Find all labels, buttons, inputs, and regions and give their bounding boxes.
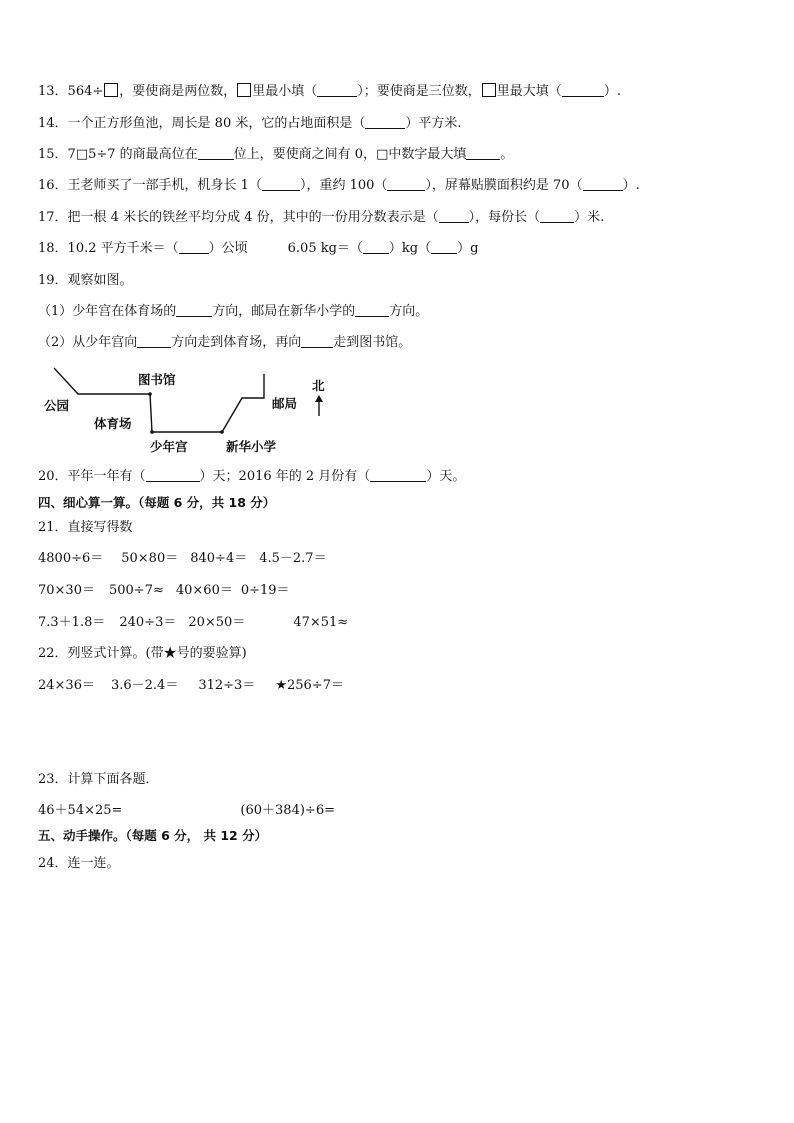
question-22-items: 24×36＝ 3.6－2.4＝ 312÷3＝ ★256÷7＝ <box>38 678 344 693</box>
answer-blank[interactable] <box>301 334 333 348</box>
label-xinhua-school: 新华小学 <box>226 439 277 454</box>
question-19-part-1: （1）少年宫在体育场的 方向，邮局在新华小学的 方向。 <box>38 304 429 319</box>
answer-blank[interactable] <box>387 177 425 191</box>
answer-blank[interactable] <box>365 115 405 129</box>
question-21-row-3: 7.3＋1.8＝ 240÷3＝ 20×50＝ 47×51≈ <box>38 615 349 630</box>
answer-blank[interactable] <box>317 83 357 97</box>
point-library <box>148 392 152 396</box>
label-north: 北 <box>312 378 325 393</box>
label-library: 图书馆 <box>138 372 176 387</box>
answer-blank[interactable] <box>583 177 623 191</box>
answer-blank[interactable] <box>363 240 389 254</box>
route-map <box>40 362 340 458</box>
north-arrowhead-icon <box>315 395 323 402</box>
section-4-heading: 四、细心算一算。（每题 6 分，共 18 分） <box>38 495 276 510</box>
answer-blank[interactable] <box>176 303 212 317</box>
question-20: 20．平年一年有（ ）天；2016 年的 2 月份有（ ）天。 <box>38 469 466 484</box>
point-stadium <box>150 430 154 434</box>
answer-blank[interactable] <box>439 209 469 223</box>
answer-box[interactable] <box>482 83 496 97</box>
question-23-title: 23．计算下面各题． <box>38 772 159 787</box>
answer-blank[interactable] <box>540 209 574 223</box>
answer-box[interactable] <box>237 83 251 97</box>
question-18: 18．10.2 平方千米＝（ ）公顷 6.05 kg＝（ ）kg（ ）g <box>38 241 479 256</box>
question-13: 13．564÷ ，要使商是两位数， 里最小填（ ）；要使商是三位数， 里最大填（ ）. <box>38 84 621 99</box>
question-21-row-2: 70×30＝ 500÷7≈ 40×60＝ 0÷19＝ <box>38 583 290 598</box>
question-17: 17．把一根 4 米长的铁丝平均分成 4 份，其中的一份用分数表示是（ ），每份长（ ）米. <box>38 210 605 225</box>
answer-blank[interactable] <box>355 303 389 317</box>
question-15: 15．7□5÷7 的商最高位在 位上，要使商之间有 0，□中数字最大填 。 <box>38 147 514 162</box>
answer-box[interactable] <box>104 83 118 97</box>
answer-blank[interactable] <box>137 334 171 348</box>
label-stadium: 体育场 <box>94 416 132 431</box>
question-22-title: 22．列竖式计算。(带★号的要验算) <box>38 646 247 661</box>
answer-blank[interactable] <box>262 177 300 191</box>
question-14: 14．一个正方形鱼池，周长是 80 米，它的占地面积是（ ）平方米. <box>38 116 462 131</box>
label-park: 公园 <box>44 398 70 413</box>
answer-blank[interactable] <box>370 468 426 482</box>
label-post-office: 邮局 <box>272 396 298 411</box>
question-23-items: 46＋54×25= (60＋384)÷6= <box>38 803 335 818</box>
question-19-title: 19．观察如图。 <box>38 273 133 288</box>
answer-blank[interactable] <box>562 83 604 97</box>
point-school <box>220 430 224 434</box>
answer-blank[interactable] <box>146 468 200 482</box>
section-5-heading: 五、动手操作。（每题 6 分， 共 12 分） <box>38 828 268 843</box>
question-16: 16．王老师买了一部手机，机身长 1（ ），重约 100（ ），屏幕贴膜面积约是 70（ ）. <box>38 178 640 193</box>
label-youth-palace: 少年宫 <box>150 439 188 454</box>
answer-blank[interactable] <box>198 146 234 160</box>
question-24-title: 24．连一连。 <box>38 856 120 871</box>
answer-blank[interactable] <box>179 240 209 254</box>
answer-blank[interactable] <box>431 240 457 254</box>
question-21-row-1: 4800÷6＝ 50×80＝ 840÷4＝ 4.5－2.7＝ <box>38 551 327 566</box>
question-19-part-2: （2）从少年宫向 方向走到体育场，再向 走到图书馆。 <box>38 335 412 350</box>
question-21-title: 21．直接写得数 <box>38 520 133 535</box>
answer-blank[interactable] <box>466 146 500 160</box>
